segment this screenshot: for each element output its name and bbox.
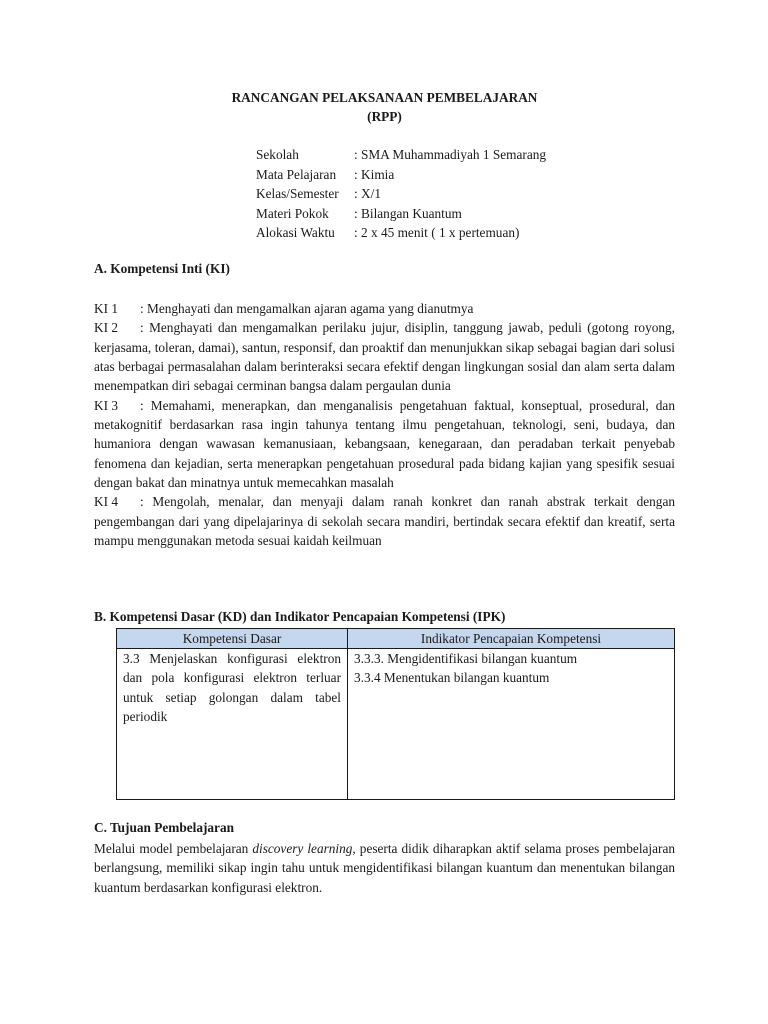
section-b-heading: B. Kompetensi Dasar (KD) dan Indikator Pencapaian Kompetensi (IPK) (94, 609, 506, 624)
identity-value: : SMA Muhammadiyah 1 Semarang (354, 147, 547, 162)
column-header-kd: Kompetensi Dasar (117, 629, 348, 649)
identity-row (256, 145, 546, 165)
ki-list (94, 299, 675, 550)
kd-ipk-table (116, 628, 675, 800)
identity-label: Mata Pelajaran (256, 166, 337, 182)
table-row (117, 649, 675, 800)
ki-text: : Menghayati dan mengamalkan perilaku jujur, disiplin, tanggung jawab, peduli (gotong royong, kerjasama, toleran, damai), santun, responsif, dan proaktif dan menunjukkan sikap sebagai bagian dari solusi atas berbagai permasalahan dalam berinteraksi secara efektif dengan lingkungan sosial dan alam serta dalam menempatkan diri sebagai cerminan bangsa dalam pergaulan dunia (94, 320, 675, 394)
objective-model-name: discovery learning (252, 841, 353, 856)
identity-value: : Kimia (354, 166, 395, 182)
document-title (94, 88, 675, 126)
identity-block (256, 145, 546, 243)
identity-value: : Bilangan Kuantum (354, 205, 462, 221)
ki-label: KI 3 (94, 397, 119, 413)
objective-text-before: Melalui model pembelajaran (94, 841, 253, 856)
identity-row (256, 165, 546, 185)
identity-label: Sekolah (256, 147, 299, 162)
learning-objective (94, 839, 675, 897)
kd-cell: 3.3 Menjelaskan konfigurasi elektron dan pola konfigurasi elektron terluar untuk setiap golongan dalam tabel periodik (117, 649, 348, 800)
identity-label: Materi Pokok (256, 205, 329, 221)
ki-label: KI 1 (94, 301, 119, 316)
identity-row (256, 184, 546, 204)
ki-text: : Memahami, menerapkan, dan menganalisis pengetahuan faktual, konseptual, prosedural, dan metakognitif berdasarkan rasa ingin tahunya tentang ilmu pengetahuan, teknologi, seni, budaya, dan humaniora dengan wawasan kemanusiaan, kebangsaan, kenegaraan, dan peradaban terkait penyebab fenomena dan kejadian, serta menerapkan pengetahuan prosedural pada bidang kajian yang spesifik sesuai dengan bakat dan minatnya untuk memecahkan masalah (94, 397, 675, 491)
identity-row (256, 223, 546, 243)
objective-text-after: , peserta didik diharapkan aktif selama proses pembelajaran berlangsung, memiliki sikap ingin tahu untuk mengidentifikasi bilangan kuantum dan menentukan bilangan kuantum berdasarkan konfigurasi elektron. (94, 841, 675, 895)
title-line-2: (RPP) (367, 109, 402, 124)
table-header-row (117, 629, 675, 649)
ki-item (94, 318, 675, 395)
ki-text: : Menghayati dan mengamalkan ajaran agama yang dianutmya (140, 301, 474, 316)
ki-label: KI 2 (94, 320, 119, 336)
ipk-item: 3.3.4 Menentukan bilangan kuantum (354, 670, 550, 686)
column-header-ipk: Indikator Pencapaian Kompetensi (348, 629, 675, 649)
ki-item (94, 396, 675, 493)
ki-label: KI 4 (94, 494, 119, 510)
ki-item (94, 299, 675, 318)
identity-value: : X/1 (354, 186, 381, 202)
title-line-1: RANCANGAN PELAKSANAAN PEMBELAJARAN (231, 90, 538, 105)
identity-row (256, 204, 546, 224)
identity-label: Kelas/Semester (256, 186, 339, 202)
ki-item (94, 492, 675, 550)
section-c-heading: C. Tujuan Pembelajaran (94, 820, 235, 835)
identity-value: : 2 x 45 menit ( 1 x pertemuan) (354, 225, 520, 241)
section-a-heading: A. Kompetensi Inti (KI) (94, 261, 230, 276)
ipk-item: 3.3.3. Mengidentifikasi bilangan kuantum (354, 651, 578, 666)
ki-text: : Mengolah, menalar, dan menyaji dalam ranah konkret dan ranah abstrak terkait dengan pengembangan dari yang dipelajarinya di sekolah secara mandiri, bertindak secara efektif dan kreatif, serta mampu menggunakan metoda sesuai kaidah keilmuan (94, 494, 675, 549)
ipk-cell (348, 649, 675, 800)
identity-label: Alokasi Waktu (256, 225, 335, 241)
